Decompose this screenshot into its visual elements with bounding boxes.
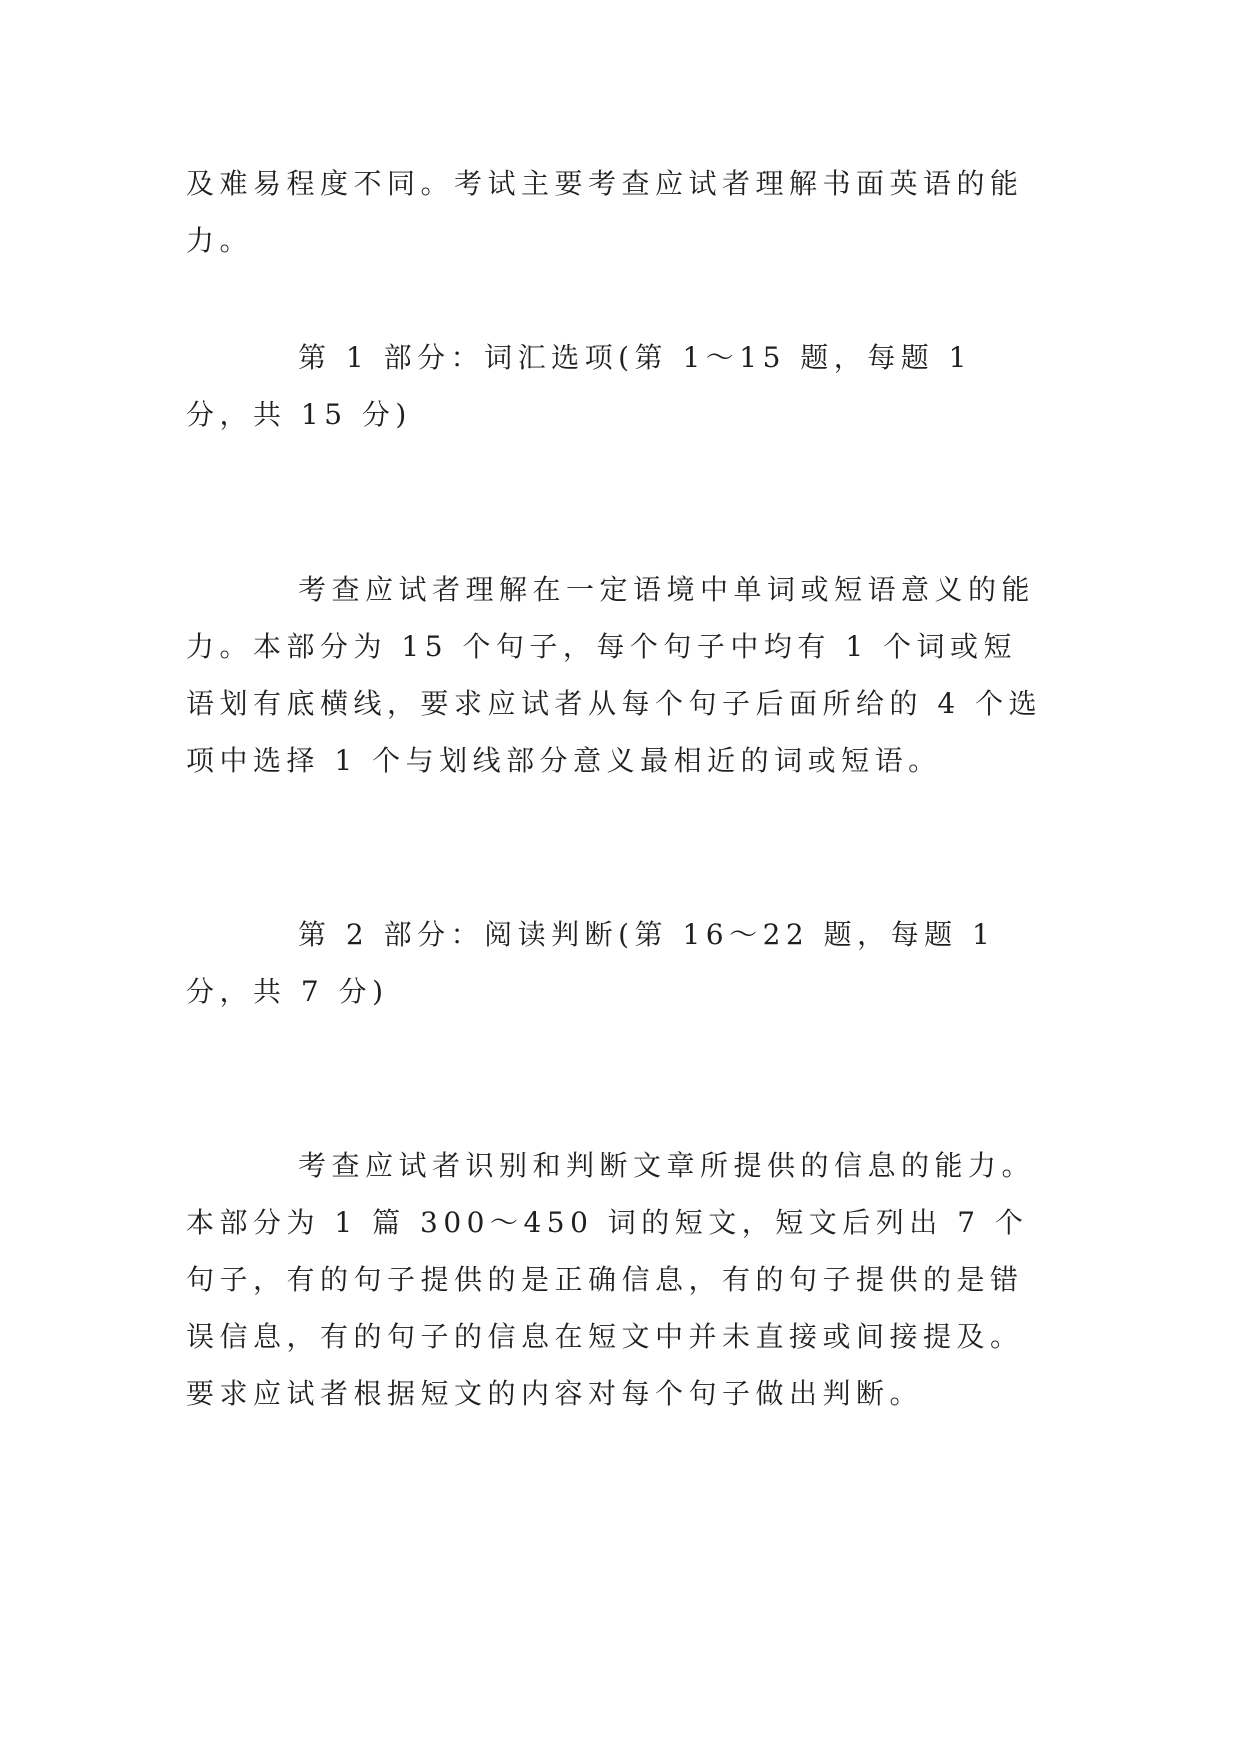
- section-2-description: 考查应试者识别和判断文章所提供的信息的能力。本部分为 1 篇 300～450 词的短文，短文后列出 7 个句子，有的句子提供的是正确信息，有的句子提供的是错误信息，有的句子的信息在短文中并未直接或间接提及。要求应试者根据短文的内容对每个句子做出判断。: [186, 1149, 1036, 1410]
- section-1-heading: 第 1 部分：词汇选项(第 1～15 题，每题 1 分，共 15 分): [186, 341, 987, 431]
- section-1-description: 考查应试者理解在一定语境中单词或短语意义的能力。本部分为 15 个句子，每个句子中均有 1 个词或短语划有底横线，要求应试者从每个句子后面所给的 4 个选项中选择 1 个与划线部分意义最相近的词或短语。: [186, 573, 1043, 777]
- continuation-paragraph: 及难易程度不同。考试主要考查应试者理解书面英语的能力。: [186, 167, 1024, 257]
- section-2-heading: 第 2 部分：阅读判断(第 16～22 题，每题 1 分，共 7 分): [186, 918, 1010, 1008]
